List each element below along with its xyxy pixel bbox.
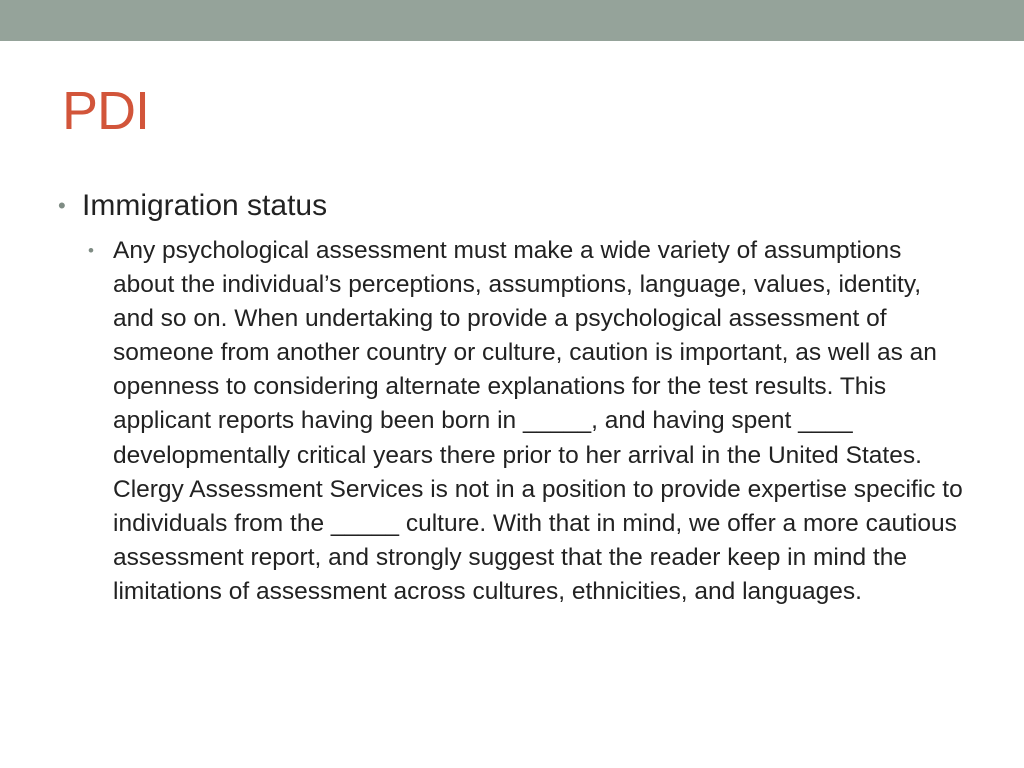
top-accent-bar xyxy=(0,0,1024,41)
bullet-level-2 xyxy=(88,234,968,609)
slide-title: PDI xyxy=(62,81,150,141)
bullet-dot-icon: • xyxy=(88,241,94,260)
bullet-dot-icon: • xyxy=(58,193,66,218)
bullet-level-1 xyxy=(58,186,978,226)
bullet-level-1-text: Immigration status xyxy=(82,189,328,222)
bullet-level-2-text: Any psychological assessment must make a wide variety of assumptions about the individual’s perceptions, assumptions, language, values, identity, and so on. When undertaking to provide a psychological assessment of someone from another country or culture, caution is important, as well as an openness to considering alternate explanations for the test results. This applicant reports having been born in _____, and having spent ____ developmentally critical years there prior to her arrival in the United States. Clergy Assessment Services is not in a position to provide expertise specific to individuals from the _____ culture. With that in mind, we offer a more cautious assessment report, and strongly suggest that the reader keep in mind the limitations of assessment across cultures, ethnicities, and languages. xyxy=(113,237,963,605)
